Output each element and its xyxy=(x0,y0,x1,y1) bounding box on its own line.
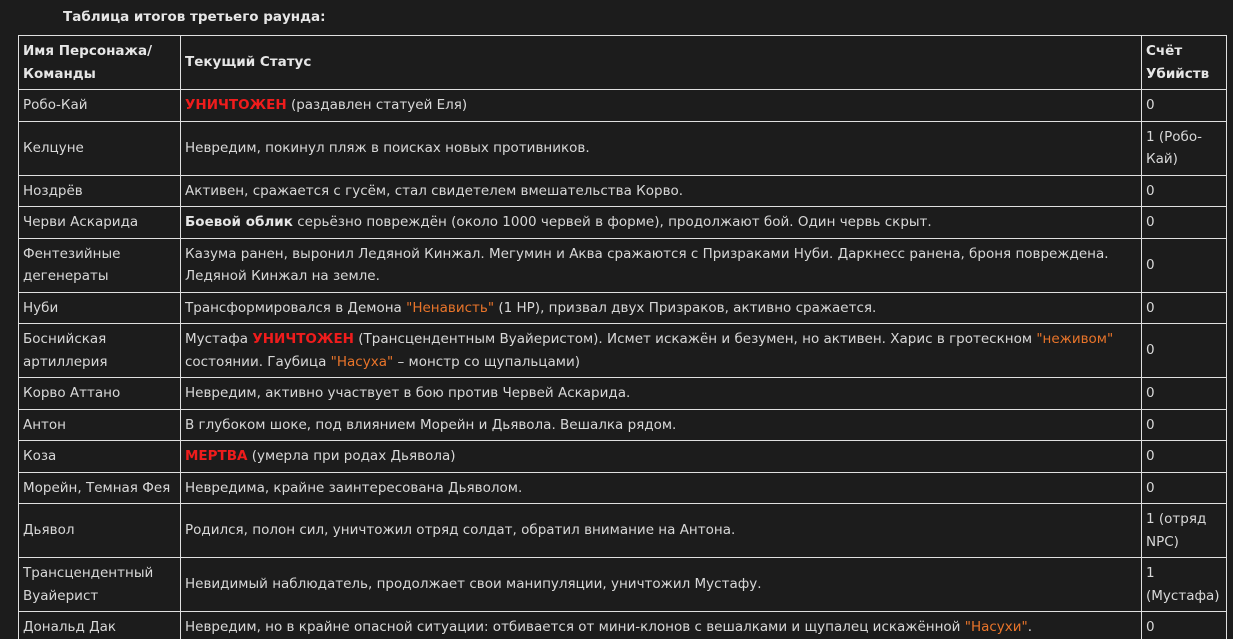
header-name: Имя Персонажа/ Команды xyxy=(19,36,181,90)
cell-status xyxy=(181,409,1142,441)
table-row xyxy=(19,504,1227,558)
status-dead-label: УНИЧТОЖЕН xyxy=(252,331,354,347)
cell-kills: 0 xyxy=(1142,612,1227,639)
cell-name: Трансцендентный Вуайерист xyxy=(19,558,181,612)
cell-kills: 1 (Робо-Кай) xyxy=(1142,121,1227,175)
cell-status xyxy=(181,504,1142,558)
cell-kills: 1 (Мустафа) xyxy=(1142,558,1227,612)
cell-status xyxy=(181,207,1142,239)
cell-kills: 0 xyxy=(1142,378,1227,410)
cell-status xyxy=(181,121,1142,175)
cell-status xyxy=(181,238,1142,292)
status-text: Казума ранен, выронил Ледяной Кинжал. Мегумин и Аква сражаются с Призраками Нуби. Даркнесс ранена, броня повреждена. Ледяной Кинжал на земле. xyxy=(185,245,1109,284)
cell-name: Коза xyxy=(19,441,181,473)
status-highlight: "неживом" xyxy=(1036,331,1114,347)
cell-kills: 0 xyxy=(1142,175,1227,207)
status-highlight: "Насухи" xyxy=(964,619,1028,635)
table-row xyxy=(19,378,1227,410)
status-text: (раздавлен статуей Еля) xyxy=(286,97,468,113)
results-table xyxy=(18,35,1227,639)
status-text: состоянии. Гаубица xyxy=(185,353,331,370)
cell-name: Нуби xyxy=(19,292,181,324)
status-text: (умерла при родах Дьявола) xyxy=(247,448,456,464)
status-text: В глубоком шоке, под влиянием Морейн и Дьявола. Вешалка рядом. xyxy=(185,416,677,433)
status-text: Невредим, активно участвует в бою против Червей Аскарида. xyxy=(185,385,631,401)
status-dead-label: МЕРТВА xyxy=(185,448,248,464)
status-text: Невредим, покинул пляж в поисках новых противников. xyxy=(185,139,590,156)
status-text: (Трансцендентным Вуайеристом). Исмет искажён и безумен, но активен. Харис в гротескном xyxy=(353,331,1037,347)
cell-name: Антон xyxy=(19,409,181,441)
status-text: Невредим, но в крайне опасной ситуации: отбивается от мини-клонов с вешалками и щупалец искажённой xyxy=(185,619,965,635)
table-row xyxy=(19,207,1227,239)
cell-name: Дьявол xyxy=(19,504,181,558)
table-row xyxy=(19,121,1227,175)
cell-name: Боснийская артиллерия xyxy=(19,324,181,378)
header-kills: Счёт Убийств xyxy=(1142,36,1227,90)
table-row xyxy=(19,90,1227,122)
cell-status xyxy=(181,90,1142,122)
table-row xyxy=(19,409,1227,441)
cell-status xyxy=(181,292,1142,324)
table-row xyxy=(19,612,1227,639)
table-row xyxy=(19,441,1227,473)
header-status: Текущий Статус xyxy=(181,36,1142,90)
cell-kills: 0 xyxy=(1142,292,1227,324)
cell-status xyxy=(181,324,1142,378)
cell-name: Келцуне xyxy=(19,121,181,175)
status-text: Невидимый наблюдатель, продолжает свои манипуляции, уничтожил Мустафу. xyxy=(185,576,762,593)
status-text: (1 HP), призвал двух Призраков, активно сражается. xyxy=(494,299,877,316)
cell-kills: 0 xyxy=(1142,441,1227,473)
table-caption: Таблица итогов третьего раунда: xyxy=(63,9,326,25)
status-text: Мустафа xyxy=(185,331,253,347)
cell-name: Робо-Кай xyxy=(19,90,181,122)
cell-status xyxy=(181,612,1142,639)
status-text: Активен, сражается с гусём, стал свидетелем вмешательства Корво. xyxy=(185,182,684,199)
cell-status xyxy=(181,441,1142,473)
table-row xyxy=(19,292,1227,324)
status-highlight: "Насуха" xyxy=(330,353,394,370)
cell-name: Морейн, Темная Фея xyxy=(19,472,181,504)
cell-kills: 0 xyxy=(1142,409,1227,441)
table-row xyxy=(19,175,1227,207)
cell-kills: 0 xyxy=(1142,324,1227,378)
cell-name: Корво Аттано xyxy=(19,378,181,410)
cell-status xyxy=(181,472,1142,504)
cell-name: Ноздрёв xyxy=(19,175,181,207)
table-row xyxy=(19,238,1227,292)
cell-kills: 0 xyxy=(1142,472,1227,504)
status-text: Невредима, крайне заинтересована Дьяволом. xyxy=(185,479,523,496)
status-text: Родился, полон сил, уничтожил отряд солдат, обратил внимание на Антона. xyxy=(185,522,736,539)
cell-name: Фентезийные дегенераты xyxy=(19,238,181,292)
cell-status xyxy=(181,378,1142,410)
table-body xyxy=(19,90,1227,639)
status-text: – монстр со щупальцами) xyxy=(393,353,580,370)
status-text: серьёзно повреждён (около 1000 червей в форме), продолжают бой. Один червь скрыт. xyxy=(292,214,932,230)
cell-status xyxy=(181,558,1142,612)
status-dead-label: УНИЧТОЖЕН xyxy=(185,97,287,113)
table-row xyxy=(19,324,1227,378)
status-text: Трансформировался в Демона xyxy=(185,299,407,316)
cell-kills: 0 xyxy=(1142,207,1227,239)
cell-name: Черви Аскарида xyxy=(19,207,181,239)
cell-kills: 1 (отряд NPC) xyxy=(1142,504,1227,558)
table-row xyxy=(19,558,1227,612)
cell-status xyxy=(181,175,1142,207)
cell-kills: 0 xyxy=(1142,238,1227,292)
status-bold: Боевой облик xyxy=(185,214,293,230)
cell-kills: 0 xyxy=(1142,90,1227,122)
table-row xyxy=(19,472,1227,504)
table-header-row xyxy=(19,36,1227,90)
status-text: . xyxy=(1027,619,1033,635)
cell-name: Дональд Дак xyxy=(19,612,181,639)
status-highlight: "Ненависть" xyxy=(406,299,495,316)
